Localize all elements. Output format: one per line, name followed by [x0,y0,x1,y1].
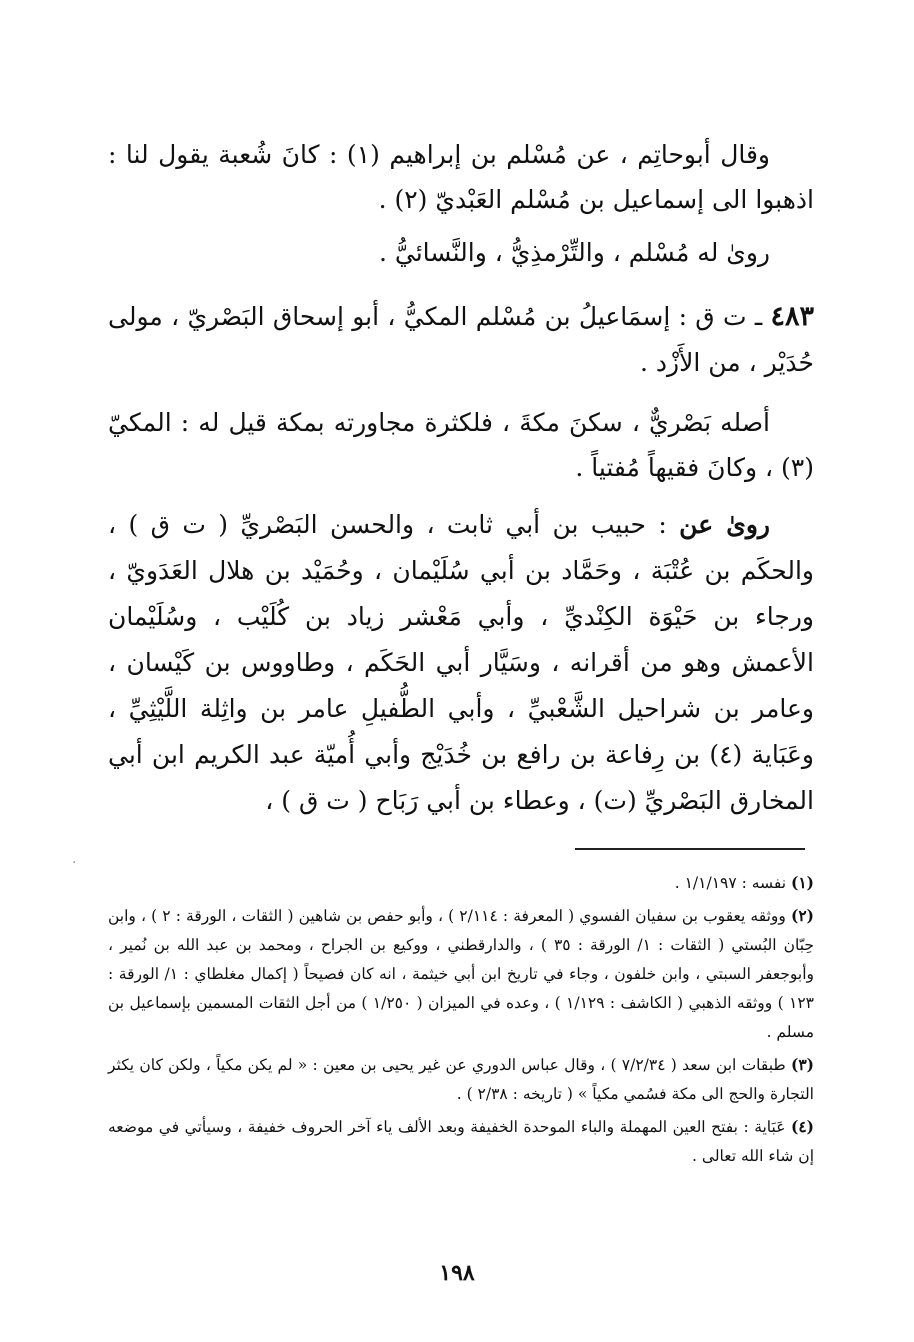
footnote-separator [575,848,805,850]
footnote-text: طبقات ابن سعد ( ٧/٢/٣٤ ) ، وقال عباس الدوري عن غير يحيى بن معين : « لم يكن مكياً ، ولكن كان يكثر التجارة والحج الى مكة فسُمي مكياً » ( تاريخه : ٢/٣٨ ) . [108,1056,814,1103]
entry-block [108,294,814,386]
narrated-lead: روىٰ عن [679,510,770,539]
origin-block [108,400,814,490]
abu-hatim-paragraph: وقال أبوحاتِم ، عن مُسْلم بن إبراهيم (١) : كانَ شُعبة يقول لنا : اذهبوا الى إسماعيل بن مُسْلم العَبْديّ (٢) . [108,140,814,214]
footnote-4 [108,1112,814,1171]
entry-heading [108,294,814,386]
footnote-text: ووثقه يعقوب بن سفيان الفسوي ( المعرفة : ٢/١١٤ ) ، وأبو حفص بن شاهين ( الثقات ، الورقة : ٢ ) ، وابن حِبّان البُستي ( الثقات : ١/ الورقة : ٣٥ ) ، والدارقطني ، ووكيع بن الجراح ، ومحمد بن عبد الله بن نُمير ، وأبوجعفر السبتي ، وابن خلفون ، وجاء في تاريخ ابن أبي خيثمة ، انه كان فصيحاً ( إكمال مغلطاي : ١/ الورقة : ١٢٣ ) ووثقه الذهبي ( الكاشف : ١/١٢٩ ) ، وعده في الميزان ( ١/٢٥٠ ) من أجل الثقات المسمين بإسماعيل بن مسلم . [108,907,814,1041]
footnote-text: عَبَاية : بفتح العين المهملة والباء الموحدة الخفيفة وبعد الألف ياء آخر الحروف خفيفة ، وسيأتي في موضعه إن شاء الله تعالى . [108,1118,814,1165]
narrated-paragraph [108,502,814,824]
narrated-text: : حبيب بن أبي ثابت ، والحسن البَصْريِّ ( ت ق ) ، والحكَم بن عُتْبَة ، وحَمَّاد بن أبي سُلَيْمان ، وحُمَيْد بن هلال العَدَويّ ، ورجاء بن حَيْوَة الكِنْديِّ ، وأبي مَعْشر زياد بن كُلَيْب ، وسُلَيْمان الأعمش وهو من أقرانه ، وسَيَّار أبي الحَكَم ، وطاووس بن كَيْسان ، وعامر بن شراحيل الشَّعْبيِّ ، وأبي الطُّفيلِ عامر بن واثِلة اللَّيْثِيِّ ، وعَبَاية (٤) بن رِفاعة بن رافع بن خُدَيْج وأبي أُميّة عبد الكريم ابن أبي المخارق البَصْريِّ (ت) ، وعطاء بن أبي رَبَاح ( ت ق ) ، [108,510,814,815]
footnote-2 [108,901,814,1047]
origin-paragraph: أصله بَصْريٌّ ، سكنَ مكةَ ، فلكثرة مجاورته بمكة قيل له : المكيّ (٣) ، وكانَ فقيهاً مُفتياً . [108,408,814,482]
entry-number: ٤٨٣ [770,301,814,332]
footnote-1 [108,868,814,898]
footnote-number: (٢) [790,906,814,925]
narrators-paragraph: روىٰ له مُسْلم ، والتِّرْمذِيُّ ، والنَّسائيُّ . [378,238,770,267]
narrated-block [108,502,814,824]
page-number: ١٩٨ [439,1260,475,1286]
footnote-3 [108,1050,814,1109]
scan-speck: · [72,855,77,871]
footnote-number: (٣) [790,1055,814,1074]
footnote-text: نفسه : ١/١/١٩٧ . [674,874,787,892]
entry-text: ـ ت ق : إسمَاعيلُ بن مُسْلم المكيُّ ، أبو إسحاق البَصْريّ ، مولى حُدَيْر ، من الأَزْد . [108,302,814,377]
main-text-block [108,132,814,275]
footnote-number: (٤) [790,1117,814,1136]
footnotes [108,868,814,1174]
footnote-number: (١) [790,873,814,892]
